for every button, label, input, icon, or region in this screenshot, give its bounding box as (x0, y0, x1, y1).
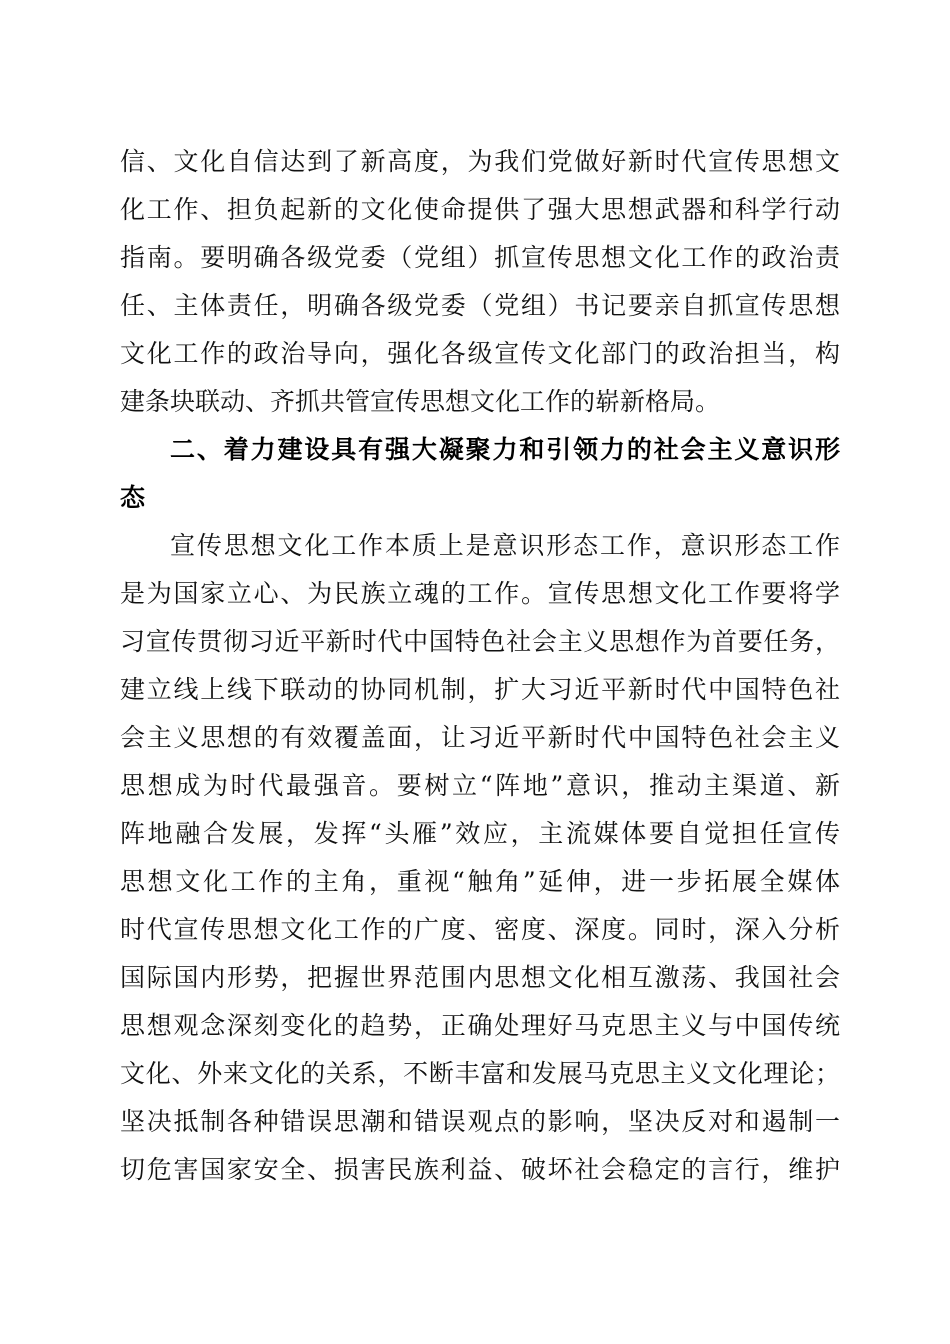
paragraph-line: 是为国家立心、为民族立魂的工作。宣传思想文化工作要将学 (120, 579, 840, 608)
paragraph-line: 思想文化工作的主角，重视“触角”延伸，进一步拓展全媒体 (120, 867, 840, 896)
paragraph-line: 坚决抵制各种错误思潮和错误观点的影响，坚决反对和遏制一 (120, 1107, 840, 1136)
paragraph-line: 阵地融合发展，发挥“头雁”效应，主流媒体要自觉担任宣传 (120, 819, 840, 848)
paragraph-line: 思想观念深刻变化的趋势，正确处理好马克思主义与中国传统 (120, 1011, 840, 1040)
paragraph-line: 时代宣传思想文化工作的广度、密度、深度。同时，深入分析 (120, 915, 840, 944)
paragraph-line: 文化工作的政治导向，强化各级宣传文化部门的政治担当，构 (120, 339, 840, 368)
paragraph-line: 建立线上线下联动的协同机制，扩大习近平新时代中国特色社 (120, 675, 840, 704)
paragraph-line: 信、文化自信达到了新高度，为我们党做好新时代宣传思想文 (120, 147, 840, 176)
section-heading: 二、着力建设具有强大凝聚力和引领力的社会主义意识形 (170, 435, 840, 464)
paragraph-line: 思想成为时代最强音。要树立“阵地”意识，推动主渠道、新 (120, 771, 840, 800)
paragraph-line: 化工作、担负起新的文化使命提供了强大思想武器和科学行动 (120, 195, 840, 224)
paragraph-line: 切危害国家安全、损害民族利益、破坏社会稳定的言行，维护 (120, 1155, 840, 1184)
section-heading-continued: 态 (120, 483, 146, 512)
paragraph-line: 习宣传贯彻习近平新时代中国特色社会主义思想作为首要任务， (120, 627, 840, 656)
paragraph-line: 任、主体责任，明确各级党委（党组）书记要亲自抓宣传思想 (120, 291, 840, 320)
paragraph-line: 文化、外来文化的关系，不断丰富和发展马克思主义文化理论； (120, 1059, 840, 1088)
paragraph-line: 国际国内形势，把握世界范围内思想文化相互激荡、我国社会 (120, 963, 840, 992)
paragraph-line: 会主义思想的有效覆盖面，让习近平新时代中国特色社会主义 (120, 723, 840, 752)
paragraph-line: 指南。要明确各级党委（党组）抓宣传思想文化工作的政治责 (120, 243, 840, 272)
paragraph-line: 建条块联动、齐抓共管宣传思想文化工作的崭新格局。 (120, 387, 721, 416)
paragraph-line: 宣传思想文化工作本质上是意识形态工作，意识形态工作 (170, 531, 840, 560)
